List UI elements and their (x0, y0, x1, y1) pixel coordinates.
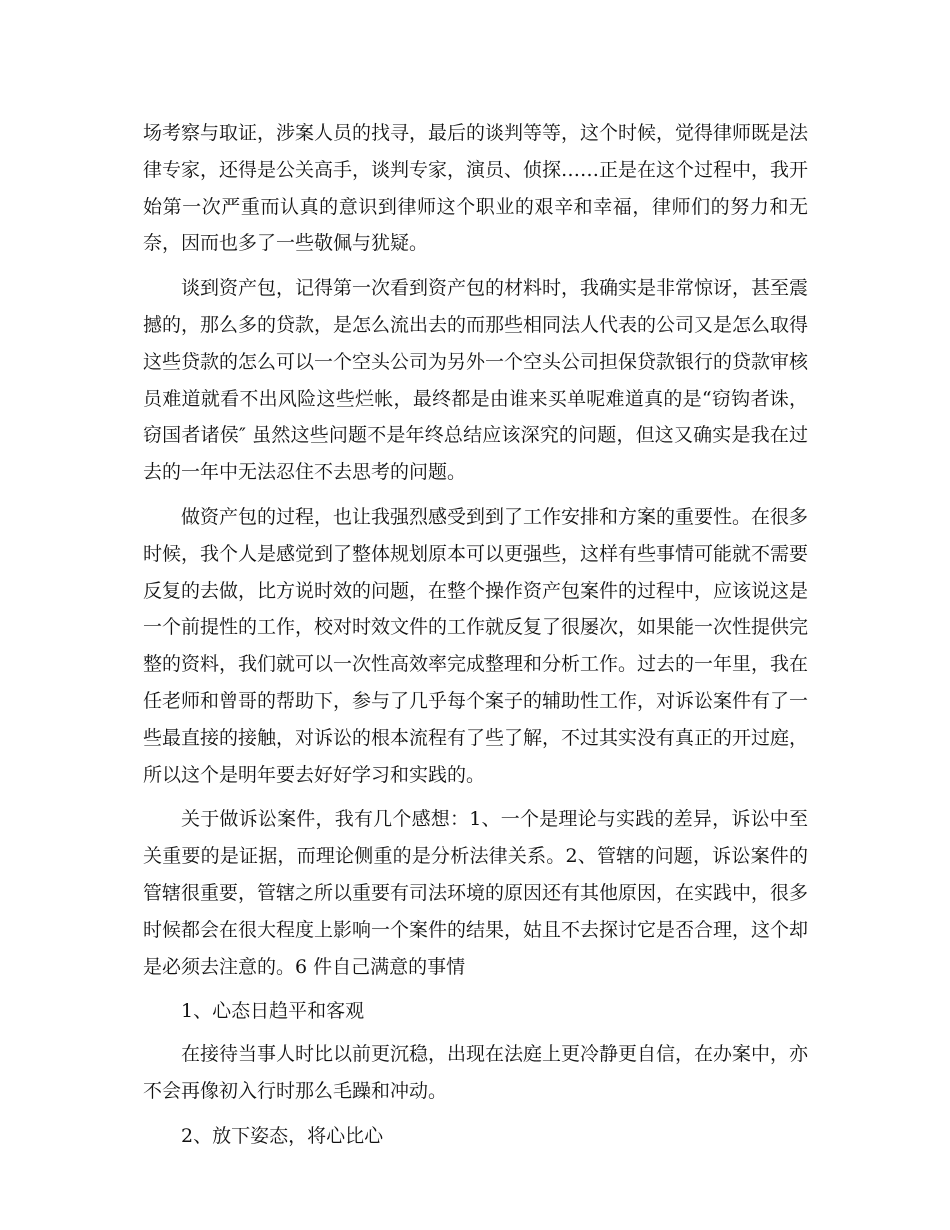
paragraph-work-planning: 做资产包的过程，也让我强烈感受到到了工作安排和方案的重要性。在很多时候，我个人是感觉到了整体规划原本可以更强些，这样有些事情可能就不需要反复的去做，比方说时效的问题，在整个操作资产包案件的过程中，应该说这是一个前提性的工作，校对时效文件的工作就反复了很屡次，如果能一次性提供完整的资料，我们就可以一次性高效率完成整理和分析工作。过去的一年里，我在任老师和曾哥的帮助下，参与了几乎每个案子的辅助性工作，对诉讼案件有了一些最直接的接触，对诉讼的根本流程有了些了解，不过其实没有真正的开过庭，所以这个是明年要去好好学习和实践的。 (143, 505, 809, 786)
paragraph-calm-attitude: 在接待当事人时比以前更沉稳，出现在法庭上更冷静更自信，在办案中，亦不会再像初入行时那么毛躁和冲动。 (143, 1043, 809, 1102)
paragraph-asset-package: 谈到资产包，记得第一次看到资产包的材料时，我确实是非常惊讶，甚至震撼的，那么多的贷款，是怎么流出去的而那些相同法人代表的公司又是怎么取得这些贷款的怎么可以一个空头公司为另外一个空头公司担保贷款银行的贷款审核员难道就看不出风险这些烂帐，最终都是由谁来买单呢难道真的是“窃钩者诛，窃国者诸侯″ 虽然这些问题不是年终总结应该深究的问题，但这又确实是我在过去的一年中无法忍住不去思考的问题。 (143, 277, 809, 484)
document-body (143, 115, 808, 1155)
heading-item-1: 1、心态日趋平和客观 (181, 1000, 365, 1023)
heading-item-2: 2、放下姿态，将心比心 (181, 1124, 384, 1147)
paragraph-lawyer-experience: 场考察与取证，涉案人员的找寻，最后的谈判等等，这个时候，觉得律师既是法律专家，还得是公关高手，谈判专家，演员、侦探……正是在这个过程中，我开始第一次严重而认真的意识到律师这个职业的艰辛和幸福，律师们的努力和无奈，因而也多了一些敬佩与犹疑。 (143, 122, 809, 255)
paragraph-litigation-thoughts: 关于做诉讼案件，我有几个感想：1、一个是理论与实践的差异，诉讼中至关重要的是证据，而理论侧重的是分析法律关系。2、管辖的问题，诉讼案件的管辖很重要，管辖之所以重要有司法环境的原因还有其他原因，在实践中，很多时候都会在很大程度上影响一个案件的结果，姑且不去探讨它是否合理，这个却是必须去注意的。6 件自己满意的事情 (143, 808, 809, 978)
